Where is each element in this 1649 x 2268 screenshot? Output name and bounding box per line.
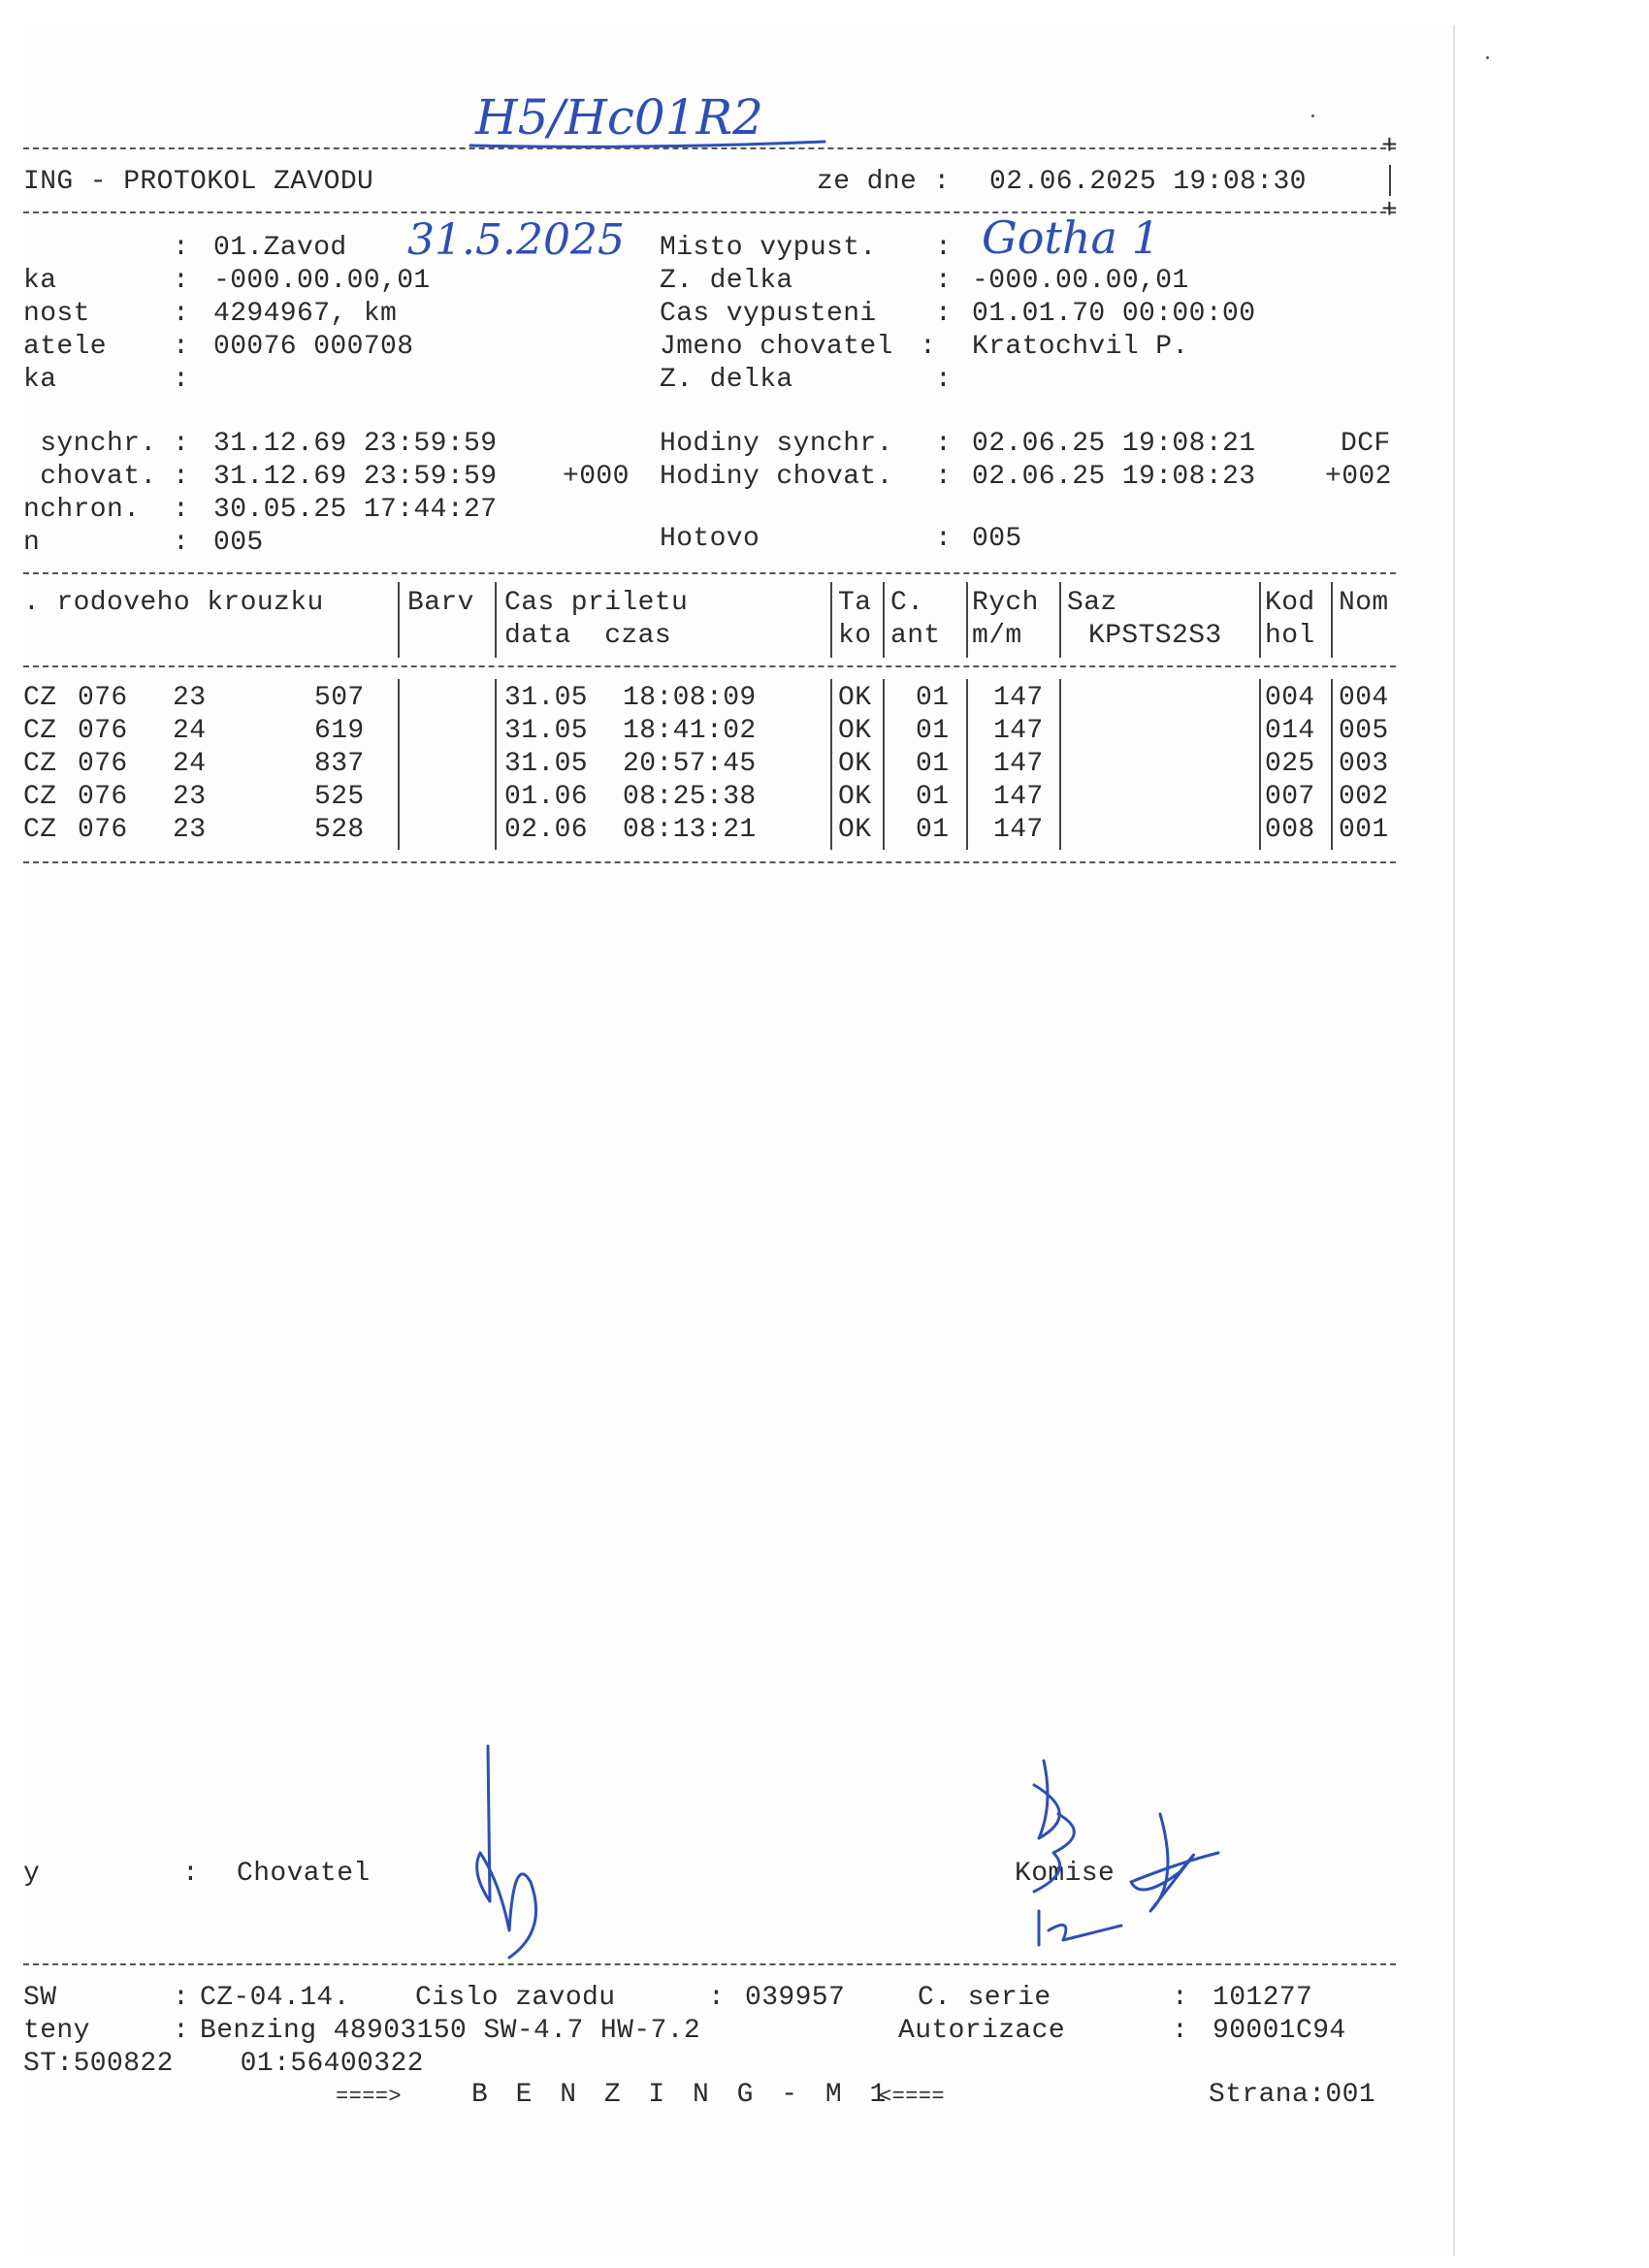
cell-nom: 004: [1339, 683, 1389, 713]
clock-value: 005: [972, 524, 1022, 554]
cell-tako: OK: [838, 749, 872, 779]
header-arrival: Cas priletu: [504, 588, 689, 618]
clock-label: Hotovo: [660, 524, 760, 554]
col-sep: [398, 679, 400, 850]
cell-date: 31.05: [504, 749, 589, 779]
cell-kod: 004: [1265, 683, 1315, 713]
cell-year: 24: [173, 749, 207, 779]
title-box-edge: [1389, 165, 1391, 196]
clock-label: nchron.: [23, 495, 141, 525]
header-color: Barv: [407, 588, 474, 618]
brand-name: B E N Z I N G - M 1: [471, 2080, 892, 2110]
commission-signature-label: Komise: [1015, 1859, 1116, 1889]
col-sep: [495, 582, 497, 658]
cell-date: 31.05: [504, 716, 589, 746]
cell-antenna: 01: [916, 782, 950, 812]
cell-year: 23: [173, 683, 207, 713]
corner-plus: +: [1381, 196, 1399, 226]
header-tako-sub: ko: [838, 621, 872, 651]
handwritten-underline: [466, 136, 834, 155]
info-sep: :: [173, 266, 190, 296]
brand-arrow-right: <====: [879, 2085, 946, 2109]
cell-date: 02.06: [504, 815, 589, 845]
cell-ring: 528: [314, 815, 365, 845]
info-sep: :: [935, 365, 953, 395]
distance-value: 4294967, km: [213, 299, 398, 329]
cell-time: 08:25:38: [623, 782, 757, 812]
cell-time: 18:08:09: [623, 683, 757, 713]
clock-offset: +000: [563, 462, 630, 492]
cell-time: 18:41:02: [623, 716, 757, 746]
cell-speed: 147: [993, 716, 1044, 746]
cell-nom: 005: [1339, 716, 1389, 746]
commission-signature: [1015, 1746, 1228, 1960]
clock-label: synchr.: [23, 429, 157, 459]
cell-year: 24: [173, 716, 207, 746]
device-value: Benzing 48903150 SW-4.7 HW-7.2: [200, 2016, 701, 2046]
table-top-rule: [23, 572, 1396, 574]
header-antenna: C.: [890, 588, 924, 618]
cell-country: CZ: [23, 749, 57, 779]
col-sep: [830, 582, 832, 658]
info-sep: :: [173, 332, 190, 362]
breeder-signature-label: Chovatel: [237, 1859, 371, 1889]
header-nom: Nom: [1339, 588, 1389, 618]
cell-tako: OK: [838, 782, 872, 812]
ink-dot: [1311, 114, 1314, 117]
cell-country: CZ: [23, 815, 57, 845]
race-name: 01.Zavod: [213, 233, 347, 263]
col-sep: [1331, 679, 1333, 850]
info-label: ka: [23, 365, 57, 395]
col-sep: [1059, 679, 1061, 850]
brand-arrow-left: ====>: [336, 2085, 403, 2109]
cell-nom: 002: [1339, 782, 1389, 812]
cell-kod: 025: [1265, 749, 1315, 779]
clock-value: 31.12.69 23:59:59: [213, 462, 498, 492]
authorization-value: 90001C94: [1212, 2016, 1346, 2046]
header-speed-sub: m/m: [972, 621, 1022, 651]
clock-label: chovat.: [23, 462, 157, 492]
cell-club: 076: [78, 683, 128, 713]
report-date: 02.06.2025 19:08:30: [989, 167, 1307, 197]
title-dashed-rule: [23, 211, 1396, 213]
col-sep: [495, 679, 497, 850]
info-value: -000.00.00,01: [972, 266, 1189, 296]
cell-nom: 003: [1339, 749, 1389, 779]
header-tako: Ta: [838, 588, 872, 618]
info-label: Jmeno chovatel: [660, 332, 893, 362]
authorization-label: Autorizace: [898, 2016, 1066, 2046]
handwritten-release-place: Gotha 1: [982, 211, 1160, 264]
page-number: Strana:001: [1209, 2080, 1376, 2110]
clock-label: Hodiny synchr.: [660, 429, 893, 459]
col-sep: [830, 679, 832, 850]
info-sep: :: [173, 233, 190, 263]
info-label: Misto vypust.: [660, 233, 877, 263]
cell-country: CZ: [23, 782, 57, 812]
info-value: -000.00.00,01: [213, 266, 431, 296]
cell-tako: OK: [838, 716, 872, 746]
col-sep: [1059, 582, 1061, 658]
cell-speed: 147: [993, 683, 1044, 713]
header-kod-sub: hol: [1265, 621, 1315, 651]
info-sep: :: [173, 365, 190, 395]
clock-value: 02.06.25 19:08:21: [972, 429, 1256, 459]
cell-nom: 001: [1339, 815, 1389, 845]
col-sep: [883, 679, 885, 850]
cell-country: CZ: [23, 683, 57, 713]
clock-value: 02.06.25 19:08:23: [972, 462, 1256, 492]
col-sep: [883, 582, 885, 658]
series-sep: :: [1172, 1983, 1189, 2013]
clock-offset: +002: [1325, 462, 1392, 492]
header-ring: . rodoveho krouzku: [23, 588, 324, 618]
clock-value: 30.05.25 17:44:27: [213, 495, 498, 525]
info-label: ka: [23, 266, 57, 296]
clock-value: 31.12.69 23:59:59: [213, 429, 498, 459]
report-title: ING - PROTOKOL ZAVODU: [23, 167, 374, 197]
cell-antenna: 01: [916, 716, 950, 746]
col-sep: [1259, 582, 1261, 658]
clock-source: DCF: [1341, 429, 1391, 459]
clock-sep: :: [173, 495, 190, 525]
race-number-sep: :: [708, 1983, 726, 2013]
cell-country: CZ: [23, 716, 57, 746]
sw-value: CZ-04.14.: [200, 1983, 350, 2013]
col-sep: [966, 679, 968, 850]
clock-sep: :: [935, 462, 953, 492]
clock-label: n: [23, 528, 41, 558]
header-arrival-sub: data czas: [504, 621, 672, 651]
cell-ring: 525: [314, 782, 365, 812]
handwritten-race-date: 31.5.2025: [407, 215, 625, 265]
cell-ring: 837: [314, 749, 365, 779]
table-header-rule: [23, 665, 1396, 667]
info-label: Cas vypusteni: [660, 299, 877, 329]
cell-tako: OK: [838, 683, 872, 713]
header-saz: Saz: [1067, 588, 1117, 618]
cell-club: 076: [78, 782, 128, 812]
cell-time: 20:57:45: [623, 749, 757, 779]
sw-sep: :: [173, 1983, 190, 2013]
series-value: 101277: [1212, 1983, 1313, 2013]
cell-speed: 147: [993, 815, 1044, 845]
cell-club: 076: [78, 815, 128, 845]
cell-time: 08:13:21: [623, 815, 757, 845]
race-number: 039957: [745, 1983, 846, 2013]
breeder-name: Kratochvil P.: [972, 332, 1189, 362]
signature-sep: :: [182, 1859, 200, 1889]
header-saz-sub: KPSTS2S3: [1088, 621, 1222, 651]
col-sep: [966, 582, 968, 658]
ink-dot: [1486, 56, 1489, 59]
device-label: teny: [23, 2016, 90, 2046]
info-sep: :: [920, 332, 937, 362]
clock-sep: :: [173, 528, 190, 558]
clock-sep: :: [935, 429, 953, 459]
cell-kod: 007: [1265, 782, 1315, 812]
corner-plus: +: [1381, 132, 1399, 162]
cell-date: 31.05: [504, 683, 589, 713]
authorization-sep: :: [1172, 2016, 1189, 2046]
cell-date: 01.06: [504, 782, 589, 812]
device-sep: :: [173, 2016, 190, 2046]
cell-year: 23: [173, 782, 207, 812]
cell-year: 23: [173, 815, 207, 845]
cell-antenna: 01: [916, 749, 950, 779]
header-antenna-sub: ant: [890, 621, 941, 651]
clock-value: 005: [213, 528, 264, 558]
header-speed: Rych: [972, 588, 1039, 618]
info-label: Z. delka: [660, 266, 793, 296]
top-dashed-rule: [23, 147, 1396, 149]
breeder-signature: [441, 1736, 548, 1969]
info-sep: :: [935, 266, 953, 296]
report-date-label: ze dne :: [817, 167, 951, 197]
info-sep: :: [935, 233, 953, 263]
cell-club: 076: [78, 749, 128, 779]
info-label: Z. delka: [660, 365, 793, 395]
series-label: C. serie: [918, 1983, 1051, 2013]
cell-speed: 147: [993, 749, 1044, 779]
clock-sep: :: [173, 429, 190, 459]
table-bottom-rule: [23, 861, 1396, 863]
cell-kod: 014: [1265, 716, 1315, 746]
cell-tako: OK: [838, 815, 872, 845]
handwritten-code: H5/Hc01R2: [475, 89, 763, 146]
cell-kod: 008: [1265, 815, 1315, 845]
sw-label: SW: [23, 1983, 57, 2013]
col-sep: [1259, 679, 1261, 850]
info-label: nost: [23, 299, 90, 329]
footer-dashed-rule: [23, 1963, 1396, 1965]
release-time: 01.01.70 00:00:00: [972, 299, 1256, 329]
info-sep: :: [935, 299, 953, 329]
cell-ring: 507: [314, 683, 365, 713]
info-sep: :: [173, 299, 190, 329]
cell-speed: 147: [993, 782, 1044, 812]
col-sep: [1331, 582, 1333, 658]
cell-antenna: 01: [916, 683, 950, 713]
breeder-number: 00076 000708: [213, 332, 414, 362]
info-label: atele: [23, 332, 108, 362]
signature-prefix: y: [23, 1859, 41, 1889]
col-sep: [398, 582, 400, 658]
cell-antenna: 01: [916, 815, 950, 845]
race-number-label: Cislo zavodu: [415, 1983, 616, 2013]
serial-line: ST:500822 01:56400322: [23, 2049, 424, 2079]
cell-club: 076: [78, 716, 128, 746]
clock-sep: :: [173, 462, 190, 492]
clock-label: Hodiny chovat.: [660, 462, 893, 492]
cell-ring: 619: [314, 716, 365, 746]
clock-sep: :: [935, 524, 953, 554]
header-kod: Kod: [1265, 588, 1315, 618]
